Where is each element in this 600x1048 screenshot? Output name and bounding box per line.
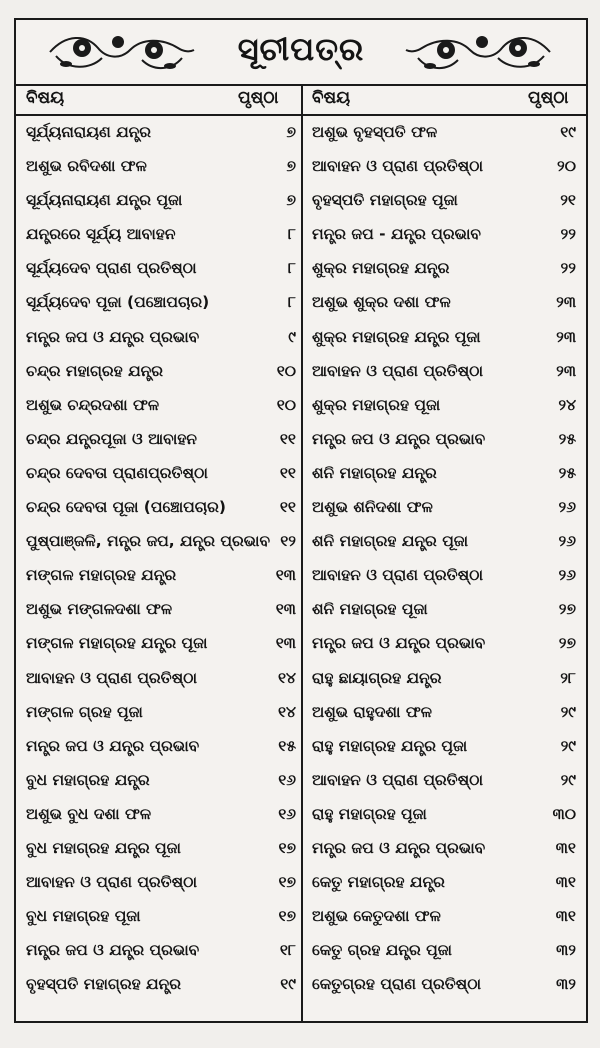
entry-page-number: ୨୯ bbox=[560, 770, 576, 789]
column-divider bbox=[301, 84, 303, 1021]
list-item bbox=[26, 286, 296, 320]
entry-title: ମନ୍ତ୍ର ଜପ ଓ ଯନ୍ତ୍ର ପ୍ରଭାବ bbox=[26, 327, 200, 346]
entry-title: ବୁଧ ମହାଗ୍ରହ ଯନ୍ତ୍ର ପୂଜା bbox=[26, 838, 181, 857]
list-item bbox=[312, 355, 576, 389]
entry-page-number: ୧୭ bbox=[278, 838, 296, 857]
entry-title: ଶୁକ୍ର ମହାଗ୍ରହ ଯନ୍ତ୍ର bbox=[312, 259, 450, 278]
list-item bbox=[312, 866, 576, 900]
list-item bbox=[26, 730, 296, 764]
entry-page-number: ୨୭ bbox=[558, 634, 576, 653]
entry-page-number: ୨୬ bbox=[558, 532, 576, 551]
list-item bbox=[26, 866, 296, 900]
entry-page-number: ୩୧ bbox=[555, 873, 576, 892]
list-item bbox=[312, 491, 576, 525]
entry-page-number: ୧୯ bbox=[280, 975, 296, 994]
entry-title: ଅଶୁଭ ରାହୁଦଶା ଫଳ bbox=[312, 702, 432, 721]
entry-title: ମଙ୍ଗଳ ଗ୍ରହ ପୂଜା bbox=[26, 702, 143, 721]
list-item bbox=[26, 184, 296, 218]
entry-page-number: ୧୬ bbox=[278, 770, 296, 789]
entry-title: ଅଶୁଭ ମଙ୍ଗଳଦଶା ଫଳ bbox=[26, 600, 173, 619]
entry-page-number: ୧୮ bbox=[279, 941, 296, 960]
right-column bbox=[312, 116, 576, 1002]
entry-title: ସୂର୍ଯ୍ୟଦେବ ପୂଜା (ପଞ୍ଚୋପଚାର) bbox=[26, 293, 210, 312]
entry-title: କେତୁଗ୍ରହ ପ୍ରାଣ ପ୍ରତିଷ୍ଠା bbox=[312, 975, 482, 994]
entry-title: ଶନି ମହାଗ୍ରହ ଯନ୍ତ୍ର bbox=[312, 463, 437, 482]
entry-page-number: ୧୯ bbox=[560, 123, 576, 141]
entry-page-number: ୧୦ bbox=[276, 361, 296, 380]
entry-title: ବୃହସ୍ପତି ମହାଗ୍ରହ ଯନ୍ତ୍ର bbox=[26, 975, 181, 994]
entry-page-number: ୧୫ bbox=[278, 736, 296, 755]
entry-page-number: ୭ bbox=[286, 123, 296, 141]
entry-title: ଶନି ମହାଗ୍ରହ ପୂଜା bbox=[312, 600, 428, 619]
left-subject-header: ବିଷୟ bbox=[26, 88, 65, 108]
entry-title: ସୂର୍ଯ୍ୟନାରାୟଣ ଯନ୍ତ୍ର bbox=[26, 123, 152, 141]
list-item bbox=[312, 662, 576, 696]
entry-title: ମନ୍ତ୍ର ଜପ ଓ ଯନ୍ତ୍ର ପ୍ରଭାବ bbox=[26, 941, 200, 960]
entry-title: ମନ୍ତ୍ର ଜପ ଓ ଯନ୍ତ୍ର ପ୍ରଭାବ bbox=[312, 429, 486, 448]
entry-page-number: ୨୨ bbox=[560, 225, 576, 244]
entry-title: ଆବାହନ ଓ ପ୍ରାଣ ପ୍ରତିଷ୍ଠା bbox=[312, 770, 484, 789]
entry-title: ବୁଧ ମହାଗ୍ରହ ପୂଜା bbox=[26, 907, 141, 926]
floral-ornament-right-icon bbox=[404, 26, 554, 78]
page-title: ସୂଚୀପତ୍ର bbox=[237, 30, 365, 68]
list-item bbox=[26, 491, 296, 525]
entry-title: ମଙ୍ଗଳ ମହାଗ୍ରହ ଯନ୍ତ୍ର ପୂଜା bbox=[26, 634, 208, 653]
entry-page-number: ୨୦ bbox=[557, 157, 576, 176]
entry-page-number: ୨୩ bbox=[556, 293, 576, 312]
entry-title: ଆବାହନ ଓ ପ୍ରାଣ ପ୍ରତିଷ୍ଠା bbox=[312, 361, 484, 380]
entry-page-number: ୮ bbox=[287, 293, 296, 312]
entry-page-number: ୩୨ bbox=[556, 941, 576, 960]
entry-title: ଅଶୁଭ ଶନିଦଶା ଫଳ bbox=[312, 498, 433, 517]
list-item bbox=[312, 832, 576, 866]
entry-title: ସୂର୍ଯ୍ୟନାରାୟଣ ଯନ୍ତ୍ର ପୂଜା bbox=[26, 191, 183, 210]
list-item bbox=[26, 218, 296, 252]
entry-title: ବୁଧ ମହାଗ୍ରହ ଯନ୍ତ୍ର bbox=[26, 770, 150, 789]
entry-page-number: ୨୧ bbox=[560, 191, 576, 210]
left-column bbox=[26, 116, 296, 1002]
entry-title: ଆବାହନ ଓ ପ୍ରାଣ ପ୍ରତିଷ୍ଠା bbox=[312, 566, 484, 585]
list-item bbox=[26, 321, 296, 355]
entry-title: ଶୁକ୍ର ମହାଗ୍ରହ ପୂଜା bbox=[312, 395, 441, 414]
entry-title: ଆବାହନ ଓ ପ୍ରାଣ ପ୍ରତିଷ୍ଠା bbox=[312, 157, 484, 176]
list-item bbox=[26, 525, 296, 559]
left-page-header: ପୃଷ୍ଠା bbox=[238, 88, 279, 108]
entry-title: ଅଶୁଭ ବୃହସ୍ପତି ଫଳ bbox=[312, 123, 438, 141]
entry-page-number: ୨୫ bbox=[558, 429, 576, 448]
entry-page-number: ୧୩ bbox=[275, 566, 296, 585]
list-item bbox=[312, 525, 576, 559]
list-item bbox=[312, 321, 576, 355]
entry-page-number: ୧୪ bbox=[277, 702, 296, 721]
right-page-header: ପୃଷ୍ଠା bbox=[528, 88, 569, 108]
entry-page-number: ୧୬ bbox=[278, 804, 296, 823]
list-item bbox=[312, 286, 576, 320]
entry-title: ଶୁକ୍ର ମହାଗ୍ରହ ଯନ୍ତ୍ର ପୂଜା bbox=[312, 327, 481, 346]
list-item bbox=[312, 457, 576, 491]
entry-page-number: ୧୧ bbox=[279, 498, 296, 517]
list-item bbox=[26, 764, 296, 798]
entry-title: କେତୁ ମହାଗ୍ରହ ଯନ୍ତ୍ର bbox=[312, 873, 445, 892]
entry-page-number: ୨୬ bbox=[558, 566, 576, 585]
entry-page-number: ୧୦ bbox=[276, 395, 296, 414]
entry-title: ସୂର୍ଯ୍ୟଦେବ ପ୍ରାଣ ପ୍ରତିଷ୍ଠା bbox=[26, 259, 197, 278]
list-item bbox=[26, 593, 296, 627]
list-item bbox=[26, 627, 296, 661]
list-item bbox=[26, 252, 296, 286]
entry-title: ମନ୍ତ୍ର ଜପ ଓ ଯନ୍ତ୍ର ପ୍ରଭାବ bbox=[312, 838, 486, 857]
list-item bbox=[312, 252, 576, 286]
list-item bbox=[26, 457, 296, 491]
entry-page-number: ୭ bbox=[286, 191, 296, 210]
list-item bbox=[26, 116, 296, 150]
entry-page-number: ୨୭ bbox=[558, 600, 576, 619]
entry-title: ଅଶୁଭ ଚନ୍ଦ୍ରଦଶା ଫଳ bbox=[26, 395, 160, 414]
entry-page-number: ୭ bbox=[286, 157, 296, 176]
list-item bbox=[312, 218, 576, 252]
entry-title: ବୃହସ୍ପତି ମହାଗ୍ରହ ପୂଜା bbox=[312, 191, 458, 210]
list-item bbox=[312, 627, 576, 661]
right-subject-header: ବିଷୟ bbox=[312, 88, 351, 108]
entry-title: ମନ୍ତ୍ର ଜପ - ଯନ୍ତ୍ର ପ୍ରଭାବ bbox=[312, 225, 481, 244]
entry-title: ଅଶୁଭ କେତୁଦଶା ଫଳ bbox=[312, 907, 441, 926]
list-item bbox=[312, 593, 576, 627]
list-item bbox=[26, 832, 296, 866]
list-item bbox=[312, 798, 576, 832]
entry-title: ଶନି ମହାଗ୍ରହ ଯନ୍ତ୍ର ପୂଜା bbox=[312, 532, 469, 551]
list-item bbox=[26, 900, 296, 934]
entry-page-number: ୧୪ bbox=[277, 668, 296, 687]
entry-page-number: ୧୩ bbox=[275, 634, 296, 653]
entry-page-number: ୨୩ bbox=[556, 327, 576, 346]
entry-page-number: ୨୯ bbox=[560, 736, 576, 755]
list-item bbox=[26, 798, 296, 832]
entry-page-number: ୨୬ bbox=[558, 498, 576, 517]
list-item bbox=[312, 696, 576, 730]
entry-title: ରାହୁ ଛାୟାଗ୍ରହ ଯନ୍ତ୍ର bbox=[312, 668, 442, 687]
list-item bbox=[312, 423, 576, 457]
list-item bbox=[312, 730, 576, 764]
list-item bbox=[26, 423, 296, 457]
entry-page-number: ୧୩ bbox=[275, 600, 296, 619]
entry-page-number: ୩୦ bbox=[552, 804, 576, 823]
entry-page-number: ୧୧ bbox=[279, 463, 296, 482]
entry-title: ଯନ୍ତ୍ରରେ ସୂର୍ଯ୍ୟ ଆବାହନ bbox=[26, 225, 176, 244]
entry-title: ଅଶୁଭ ରବିଦଶା ଫଳ bbox=[26, 157, 147, 176]
entry-title: ଅଶୁଭ ଶୁକ୍ର ଦଶା ଫଳ bbox=[312, 293, 451, 312]
title-band bbox=[16, 20, 586, 86]
entry-title: ରାହୁ ମହାଗ୍ରହ ପୂଜା bbox=[312, 804, 427, 823]
list-item bbox=[26, 968, 296, 1002]
entry-page-number: ୨୫ bbox=[558, 463, 576, 482]
entry-page-number: ୧୨ bbox=[280, 532, 296, 551]
entry-page-number: ୨୨ bbox=[560, 259, 576, 278]
entry-page-number: ୮ bbox=[287, 259, 296, 278]
contents-page bbox=[14, 18, 588, 1023]
list-item bbox=[312, 900, 576, 934]
entry-title: ମଙ୍ଗଳ ମହାଗ୍ରହ ଯନ୍ତ୍ର bbox=[26, 566, 177, 585]
entry-title: ଆବାହନ ଓ ପ୍ରାଣ ପ୍ରତିଷ୍ଠା bbox=[26, 873, 198, 892]
list-item bbox=[26, 389, 296, 423]
entry-page-number: ୨୪ bbox=[558, 395, 576, 414]
entry-title: ଅଶୁଭ ବୁଧ ଦଶା ଫଳ bbox=[26, 804, 152, 823]
entry-page-number: ୮ bbox=[287, 225, 296, 244]
entry-page-number: ୧୧ bbox=[279, 429, 296, 448]
entry-title: କେତୁ ଗ୍ରହ ଯନ୍ତ୍ର ପୂଜା bbox=[312, 941, 452, 960]
entry-title: ଚନ୍ଦ୍ର ଦେବତା ପ୍ରାଣପ୍ରତିଷ୍ଠା bbox=[26, 463, 208, 482]
entry-page-number: ୩୨ bbox=[556, 975, 576, 994]
entry-title: ପୁଷ୍ପାଞ୍ଜଳି, ମନ୍ତ୍ର ଜପ, ଯନ୍ତ୍ର ପ୍ରଭାବ bbox=[26, 532, 271, 551]
list-item bbox=[312, 184, 576, 218]
list-item bbox=[26, 934, 296, 968]
list-item bbox=[312, 150, 576, 184]
entry-page-number: ୯ bbox=[288, 327, 296, 346]
entry-title: ରାହୁ ମହାଗ୍ରହ ଯନ୍ତ୍ର ପୂଜା bbox=[312, 736, 468, 755]
list-item bbox=[26, 696, 296, 730]
list-item bbox=[26, 150, 296, 184]
list-item bbox=[26, 662, 296, 696]
list-item bbox=[26, 559, 296, 593]
entry-title: ଚନ୍ଦ୍ର ମହାଗ୍ରହ ଯନ୍ତ୍ର bbox=[26, 361, 164, 380]
entry-page-number: ୨୮ bbox=[560, 668, 576, 687]
list-item bbox=[312, 116, 576, 150]
entry-title: ମନ୍ତ୍ର ଜପ ଓ ଯନ୍ତ୍ର ପ୍ରଭାବ bbox=[26, 736, 200, 755]
entry-title: ମନ୍ତ୍ର ଜପ ଓ ଯନ୍ତ୍ର ପ୍ରଭାବ bbox=[312, 634, 486, 653]
entry-page-number: ୨୩ bbox=[556, 361, 576, 380]
list-item bbox=[312, 389, 576, 423]
entry-title: ଆବାହନ ଓ ପ୍ରାଣ ପ୍ରତିଷ୍ଠା bbox=[26, 668, 198, 687]
entry-page-number: ୧୭ bbox=[278, 873, 296, 892]
list-item bbox=[26, 355, 296, 389]
entry-page-number: ୨୯ bbox=[560, 702, 576, 721]
entry-page-number: ୩୧ bbox=[555, 907, 576, 926]
entry-title: ଚନ୍ଦ୍ର ଯନ୍ତ୍ରପୂଜା ଓ ଆବାହନ bbox=[26, 429, 197, 448]
list-item bbox=[312, 764, 576, 798]
list-item bbox=[312, 559, 576, 593]
list-item bbox=[312, 934, 576, 968]
list-item bbox=[312, 968, 576, 1002]
entry-title: ଚନ୍ଦ୍ର ଦେବତା ପୂଜା (ପଞ୍ଚୋପଚାର) bbox=[26, 498, 226, 517]
entry-page-number: ୩୧ bbox=[555, 838, 576, 857]
entry-page-number: ୧୭ bbox=[278, 907, 296, 926]
